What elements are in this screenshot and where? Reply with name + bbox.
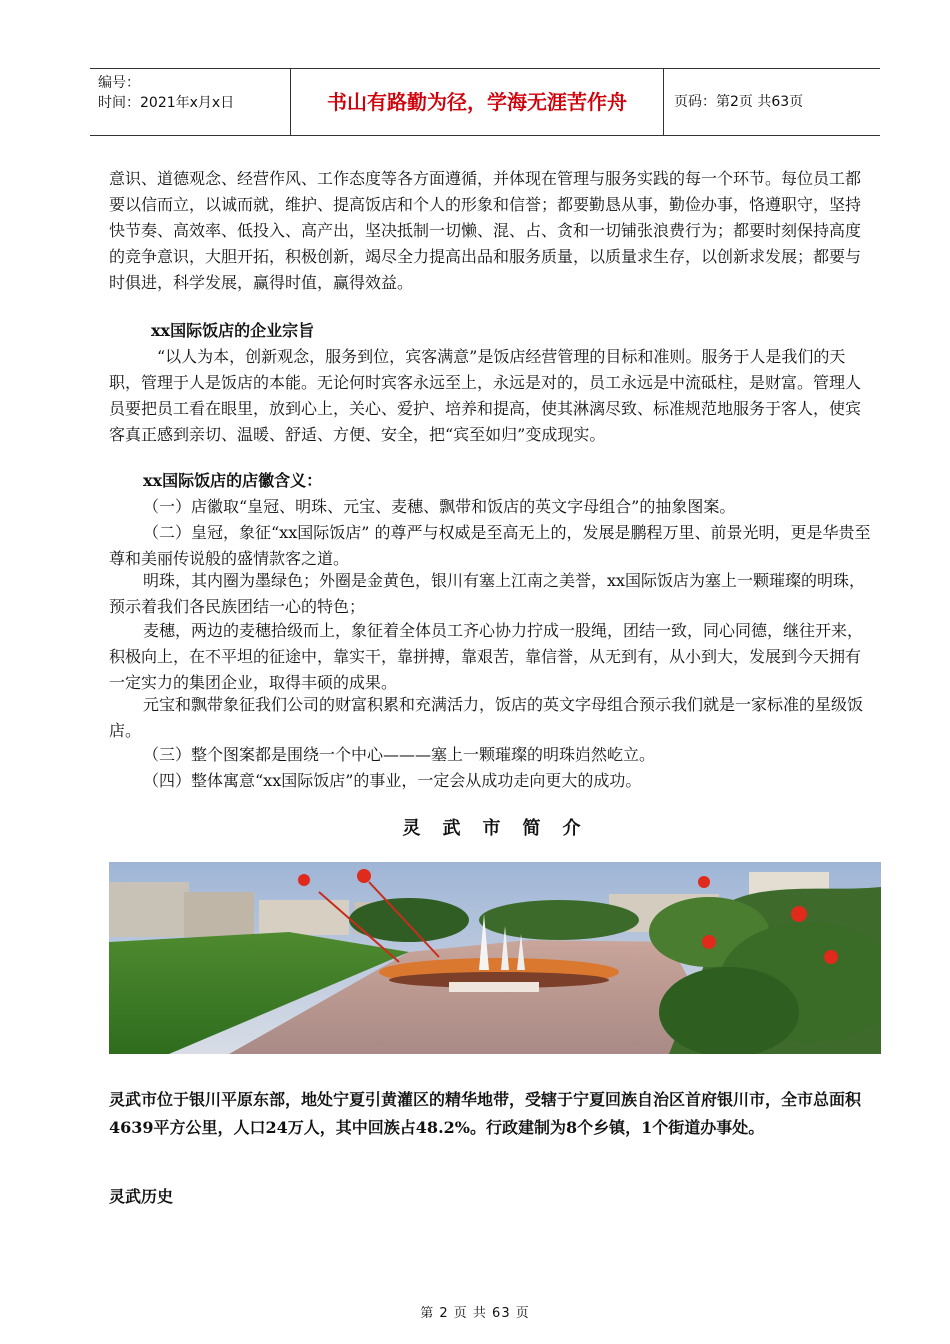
emblem-item-1: （一）店徽取“皇冠、明珠、元宝、麦穗、飘带和饭店的英文字母组合”的抽象图案。 [143,497,736,516]
header-motto: 书山有路勤为径，学海无涯苦作舟 [291,69,664,135]
emblem-ingot: 元宝和飘带象征我们公司的财富积累和充满活力，饭店的英文字母组合预示我们就是一家标准的星级饭店。 [109,695,864,740]
paragraph-values: 意识、道德观念、经营作风、工作态度等各方面遵循，并体现在管理与服务实践的每一个环节。每位员工都要以信而立，以诚而就，维护、提高饭店和个人的形象和信誉；都要勤恳从事，勤俭办事，恪遵职守，坚持快节奏、高效率、低投入、高产出，坚决抵制一切懒、混、占、贪和一切铺张浪费行为；都要时刻保持高度的竞争意识，大胆开拓，积极创新，竭尽全力提高出品和服务质量，以质量求生存，以创新求发展；都要与时俱进，科学发展，赢得时值，赢得效益。 [109,169,862,292]
time-label: 时间：2021年x月x日 [98,95,235,111]
header-meta-cell [90,69,291,135]
page-footer: 第 2 页 共 63 页 [420,1306,530,1321]
section-title: 灵武市简介 [402,818,603,839]
city-square-photo [109,862,881,1054]
emblem-wheat: 麦穗，两边的麦穗拾级而上，象征着全体员工齐心协力拧成一股绳，团结一致，同心同德，继往开来，积极向上，在不平坦的征途中，靠实干，靠拼搏，靠艰苦，靠信誉，从无到有，从小到大，发展到今天拥有一定实力的集团企业，取得丰硕的成果。 [109,621,864,692]
emblem-item-2: （二）皇冠，象征“xx国际饭店” 的尊严与权威是至高无上的，发展是鹏程万里、前景光明，更是华贵至尊和美丽传说般的盛情款客之道。 [109,523,871,568]
history-heading: 灵武历史 [109,1187,174,1206]
paragraph-purpose: “以人为本，创新观念，服务到位，宾客满意”是饭店经营管理的目标和准则。服务于人是我们的天职，管理于人是饭店的本能。无论何时宾客永远至上，永远是对的，员工永远是中流砥柱，是财富。管理人员要把员工看在眼里，放到心上，关心、爱护、培养和提高，使其淋漓尽致、标准规范地服务于客人，使宾客真正感到亲切、温暖、舒适、方便、安全，把“宾至如归”变成现实。 [109,347,862,444]
heading-emblem: xx国际饭店的店徽含义： [143,471,323,490]
city-intro: 灵武市位于银川平原东部，地处宁夏引黄灌区的精华地带，受辖于宁夏回族自治区首府银川市，全市总面积4639平方公里，人口24万人，其中回族占48.2%。行政建制为8个乡镇，1个街道办事处。 [109,1090,862,1137]
emblem-pearl: 明珠，其内圈为墨绿色；外圈是金黄色，银川有塞上江南之美誉，xx国际饭店为塞上一颗璀璨的明珠，预示着我们各民族团结一心的特色； [109,571,866,616]
number-label: 编号： [98,75,140,91]
emblem-item-4: （四）整体寓意“xx国际饭店”的事业，一定会从成功走向更大的成功。 [143,771,642,790]
heading-purpose: xx国际饭店的企业宗旨 [151,321,315,340]
page-header [90,68,880,136]
city-square-illustration [109,862,881,1054]
header-page-label: 页码：第2页 共63页 [674,94,804,110]
emblem-item-3: （三）整个图案都是围绕一个中心———塞上一颗璀璨的明珠岿然屹立。 [143,745,656,764]
